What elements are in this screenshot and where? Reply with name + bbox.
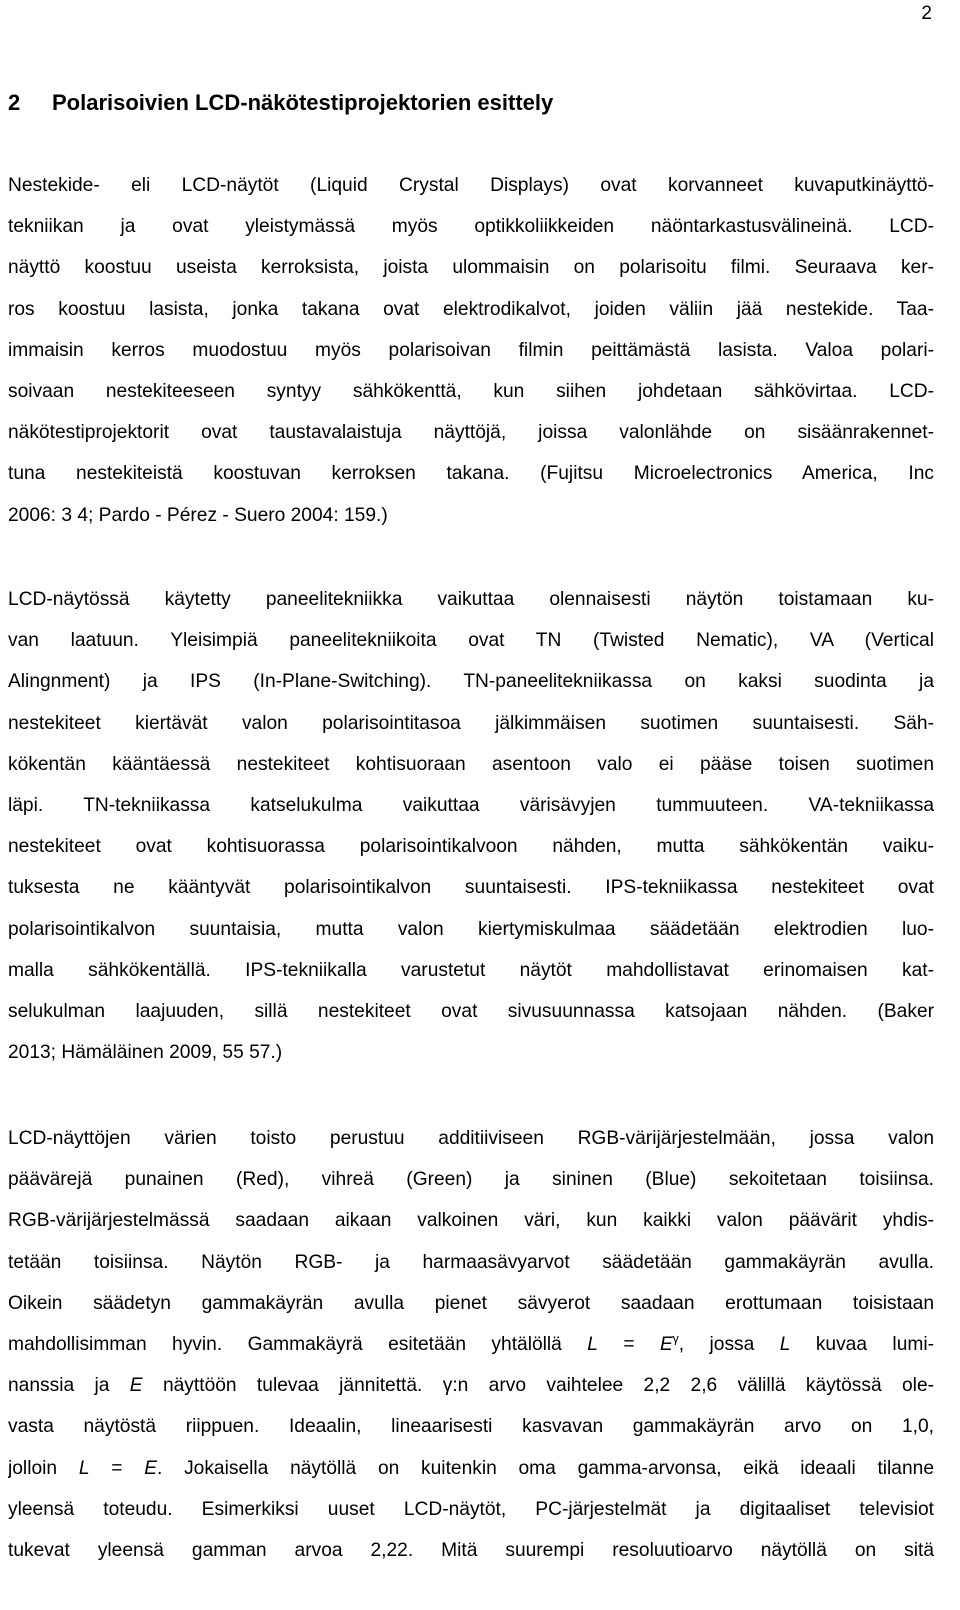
symbol-luminance: L bbox=[587, 1334, 598, 1356]
text-line: 2006: 3 4; Pardo - Pérez - Suero 2004: 159.) bbox=[8, 504, 388, 526]
text-span: = bbox=[597, 1334, 660, 1356]
text-span: , jossa bbox=[678, 1334, 780, 1356]
symbol-luminance: L bbox=[779, 1334, 791, 1356]
text-span: mahdollisimman hyvin. Gammakäyrä esitetään yhtälöllä bbox=[8, 1334, 588, 1356]
text-line: soivaan nestekiteeseen syntyy sähkökenttä, kun siihen johdetaan sähkövirtaa. LCD- bbox=[8, 381, 934, 403]
section-number: 2 bbox=[8, 90, 21, 115]
text-line: LCD-näytössä käytetty paneelitekniikka vaikuttaa olennaisesti näytön toistamaan ku- bbox=[8, 589, 934, 610]
section-heading bbox=[8, 88, 553, 118]
text-line: tetään toisiinsa. Näytön RGB- ja harmaasävyarvot säädetään gammakäyrän avulla. bbox=[8, 1251, 934, 1273]
text-line: RGB-värijärjestelmässä saadaan aikaan valkoinen väri, kun kaikki valon päävärit yhdis- bbox=[8, 1210, 934, 1232]
text-line: nestekiteet ovat kohtisuorassa polarisointikalvoon nähden, mutta sähkökentän vaiku- bbox=[8, 836, 934, 858]
paragraph-panel-technologies bbox=[8, 579, 934, 1073]
text-line: selukulman laajuuden, sillä nestekiteet ovat sivusuunnassa katsojaan nähden. (Baker bbox=[8, 1001, 934, 1023]
paragraph-rgb-gamma bbox=[8, 1118, 934, 1571]
symbol-voltage: E bbox=[144, 1457, 157, 1479]
text-line: immaisin kerros muodostuu myös polarisoivan filmin peittämästä lasista. Valoa polari- bbox=[8, 339, 934, 361]
text-line: nestekiteet kiertävät valon polarisointitasoa jälkimmäisen suotimen suuntaisesti. Säh- bbox=[8, 712, 934, 734]
text-line-gamma-equation bbox=[8, 1324, 934, 1365]
section-title: Polarisoivien LCD-näkötestiprojektorien esittely bbox=[52, 90, 554, 115]
text-line bbox=[8, 1448, 934, 1489]
text-line: päävärejä punainen (Red), vihreä (Green) ja sininen (Blue) sekoitetaan toisiinsa. bbox=[8, 1169, 934, 1191]
text-line: läpi. TN-tekniikassa katselukulma vaikuttaa värisävyjen tummuuteen. VA-tekniikassa bbox=[8, 795, 934, 817]
page-number: 2 bbox=[921, 3, 932, 24]
text-span: kuvaa lumi- bbox=[790, 1334, 934, 1356]
text-line: vasta näytöstä riippuen. Ideaalin, lineaarisesti kasvavan gammakäyrän arvo on 1,0, bbox=[8, 1416, 934, 1438]
text-line: 2013; Hämäläinen 2009, 55 57.) bbox=[8, 1042, 283, 1064]
text-line: polarisointikalvon suuntaisia, mutta valon kiertymiskulmaa säädetään elektrodien luo- bbox=[8, 918, 934, 940]
text-line: malla sähkökentällä. IPS-tekniikalla varustetut näytöt mahdollistavat erinomaisen kat- bbox=[8, 959, 934, 981]
text-span: . Jokaisella näytöllä on kuitenkin oma gamma-arvonsa, eikä ideaali tilanne bbox=[157, 1457, 934, 1479]
text-line: näyttö koostuu useista kerroksista, joista ulommaisin on polarisoitu filmi. Seuraava ker- bbox=[8, 257, 934, 279]
paragraph-lcd-structure bbox=[8, 165, 934, 536]
text-line: kökentän kääntäessä nestekiteet kohtisuoraan asentoon valo ei pääse toisen suotimen bbox=[8, 753, 934, 775]
text-line: Alingnment) ja IPS (In-Plane-Switching). TN-paneelitekniikassa on kaksi suodinta ja bbox=[8, 671, 934, 693]
text-line bbox=[8, 1365, 934, 1406]
text-span: = bbox=[89, 1457, 145, 1479]
symbol-luminance: L bbox=[78, 1457, 90, 1479]
text-line: tekniikan ja ovat yleistymässä myös optikkoliikkeiden näöntarkastusvälineinä. LCD- bbox=[8, 216, 934, 238]
text-span: nanssia ja bbox=[8, 1375, 130, 1397]
text-line: van laatuun. Yleisimpiä paneelitekniikoita ovat TN (Twisted Nematic), VA (Vertical bbox=[8, 630, 934, 652]
text-line: Oikein säädetyn gammakäyrän avulla pienet sävyerot saadaan erottumaan toisistaan bbox=[8, 1292, 934, 1314]
symbol-voltage: E bbox=[659, 1334, 673, 1356]
text-line: LCD-näyttöjen värien toisto perustuu additiiviseen RGB-värijärjestelmään, jossa valon bbox=[8, 1128, 934, 1149]
text-line: yleensä toteudu. Esimerkiksi uuset LCD-näytöt, PC-järjestelmät ja digitaaliset televisiot bbox=[8, 1498, 934, 1520]
text-line: tukevat yleensä gamman arvoa 2,22. Mitä suurempi resoluutioarvo näytöllä on sitä bbox=[8, 1540, 934, 1562]
symbol-gamma-superscript: γ bbox=[672, 1331, 679, 1346]
text-line: tuna nestekiteistä koostuvan kerroksen takana. (Fujitsu Microelectronics America, Inc bbox=[8, 463, 934, 485]
text-line: ros koostuu lasista, jonka takana ovat elektrodikalvot, joiden väliin jää nestekide. Taa- bbox=[8, 298, 934, 320]
symbol-voltage: E bbox=[129, 1375, 143, 1397]
text-span: näyttöön tulevaa jännitettä. γ:n arvo vaihtelee 2,2 2,6 välillä käytössä ole- bbox=[142, 1375, 934, 1397]
text-line: näkötestiprojektorit ovat taustavalaistuja näyttöjä, joissa valonlähde on sisäänrakennet- bbox=[8, 422, 934, 444]
text-line: tuksesta ne kääntyvät polarisointikalvon suuntaisesti. IPS-tekniikassa nestekiteet ovat bbox=[8, 877, 934, 899]
text-line: Nestekide- eli LCD-näytöt (Liquid Crystal Displays) ovat korvanneet kuvaputkinäyttö- bbox=[8, 175, 934, 196]
text-span: jolloin bbox=[8, 1457, 79, 1479]
